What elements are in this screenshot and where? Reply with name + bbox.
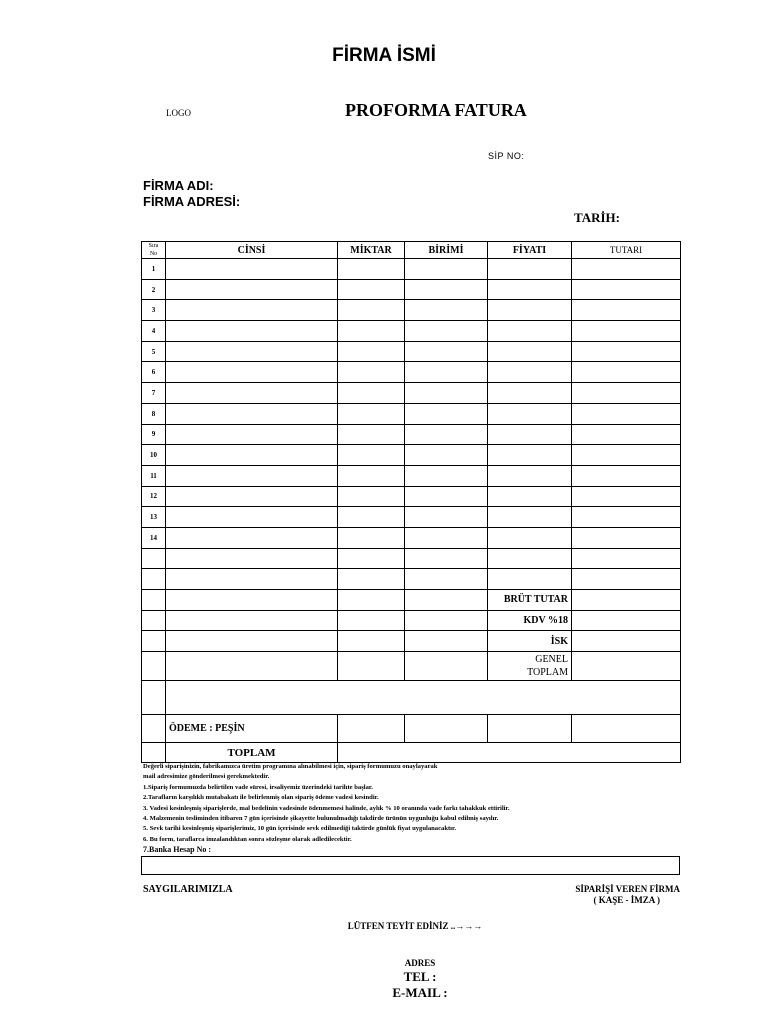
- fiyati-cell[interactable]: [488, 465, 572, 486]
- tutari-cell[interactable]: [572, 300, 681, 321]
- terms-notes: [143, 762, 510, 845]
- fiyati-cell[interactable]: [488, 383, 572, 404]
- ordering-company-label: SİPARİŞİ VEREN FİRMA: [575, 884, 680, 894]
- note-intro-1: Değerli siparişinizin, fabrikamızca üretim programına alınabilmesi için, sipariş formumuzu onaylayarak: [143, 763, 438, 770]
- kdv-value[interactable]: [572, 610, 681, 631]
- note-5: 5. Sevk tarihi kesinleşmiş siparişlerimiz, 10 gün içerisinde sevk edilmediği taktirde günlük fiyat uygulanacaktır.: [143, 825, 456, 833]
- birimi-cell[interactable]: [405, 486, 488, 507]
- miktar-cell[interactable]: [338, 321, 405, 342]
- miktar-cell[interactable]: [338, 527, 405, 548]
- brut-total-label: BRÜT TUTAR: [488, 590, 572, 611]
- column-header-sira-no: Sıra No: [142, 242, 166, 259]
- miktar-cell[interactable]: [338, 362, 405, 383]
- cinsi-cell[interactable]: [166, 362, 338, 383]
- bank-account-field[interactable]: [141, 856, 680, 875]
- total-row: [142, 743, 681, 763]
- general-total-row: [142, 652, 681, 681]
- address-label: ADRES: [404, 958, 436, 968]
- miktar-cell[interactable]: [338, 279, 405, 300]
- table-row: [142, 465, 681, 486]
- note-intro-2: mail adresimize gönderilmesi gerekmektedir.: [143, 773, 270, 781]
- tutari-cell[interactable]: [572, 507, 681, 528]
- miktar-cell[interactable]: [338, 341, 405, 362]
- tutari-cell[interactable]: [572, 259, 681, 280]
- email-label: E-MAIL :: [392, 985, 448, 1000]
- note-4: 4. Malzemenin tesliminden itibaren 7 gün içerisinde şikayette bulunulmadığı takdirde ürünün uygunluğu kabul edilmiş sayılır.: [143, 815, 499, 823]
- fiyati-cell[interactable]: [488, 403, 572, 424]
- kdv-label: KDV %18: [488, 610, 572, 631]
- fiyati-cell[interactable]: [488, 362, 572, 383]
- miktar-cell[interactable]: [338, 507, 405, 528]
- birimi-cell[interactable]: [405, 465, 488, 486]
- note-1: 1.Sipariş formumuzda belirtilen vade süresi, irsaliyemiz üzerindeki tarihte başlar.: [143, 783, 373, 791]
- cinsi-cell[interactable]: [166, 321, 338, 342]
- row-number: 8: [142, 403, 166, 424]
- birimi-cell[interactable]: [405, 424, 488, 445]
- general-total-value[interactable]: [572, 652, 681, 681]
- row-number: 12: [142, 486, 166, 507]
- row-number: 10: [142, 445, 166, 466]
- birimi-cell[interactable]: [405, 259, 488, 280]
- row-number: 4: [142, 321, 166, 342]
- fiyati-cell[interactable]: [488, 321, 572, 342]
- cinsi-cell[interactable]: [166, 486, 338, 507]
- miktar-cell[interactable]: [338, 424, 405, 445]
- birimi-cell[interactable]: [405, 279, 488, 300]
- birimi-cell[interactable]: [405, 445, 488, 466]
- table-row: [142, 548, 681, 569]
- logo-placeholder: LOGO: [166, 108, 191, 118]
- isk-value[interactable]: [572, 631, 681, 652]
- tutari-cell[interactable]: [572, 362, 681, 383]
- signer-block: [510, 884, 680, 906]
- column-header-cinsi: CİNSİ: [166, 242, 338, 259]
- fiyati-cell[interactable]: [488, 341, 572, 362]
- table-row: [142, 507, 681, 528]
- cinsi-cell[interactable]: [166, 279, 338, 300]
- cinsi-cell[interactable]: [166, 383, 338, 404]
- column-header-birimi: BİRİMİ: [405, 242, 488, 259]
- regards: SAYGILARIMIZLA: [143, 884, 233, 895]
- table-row: [142, 424, 681, 445]
- table-row: [142, 569, 681, 590]
- table-row: [142, 259, 681, 280]
- table-row: [142, 279, 681, 300]
- birimi-cell[interactable]: [405, 403, 488, 424]
- tutari-cell[interactable]: [572, 527, 681, 548]
- document-title: PROFORMA FATURA: [345, 100, 527, 120]
- bank-account-label: 7.Banka Hesap No :: [143, 845, 212, 854]
- stamp-signature-label: ( KAŞE - İMZA ): [593, 895, 660, 905]
- cinsi-cell[interactable]: [166, 527, 338, 548]
- column-header-tutari: TUTARI: [572, 242, 681, 259]
- company-name: FİRMA İSMİ: [332, 45, 436, 66]
- tutari-cell[interactable]: [572, 465, 681, 486]
- birimi-cell[interactable]: [405, 527, 488, 548]
- fiyati-cell[interactable]: [488, 486, 572, 507]
- note-2: 2.Tarafların karşılıklı mutabakatı ile belirlenmiş olan sipariş ödeme vadesi kesindir.: [143, 794, 379, 802]
- fiyati-cell[interactable]: [488, 507, 572, 528]
- row-number: 5: [142, 341, 166, 362]
- cinsi-cell[interactable]: [166, 507, 338, 528]
- birimi-cell[interactable]: [405, 362, 488, 383]
- blank-row: [142, 681, 681, 715]
- fiyati-cell[interactable]: [488, 527, 572, 548]
- miktar-cell[interactable]: [338, 465, 405, 486]
- table-row: [142, 300, 681, 321]
- tutari-cell[interactable]: [572, 321, 681, 342]
- tutari-cell[interactable]: [572, 424, 681, 445]
- table-row: [142, 341, 681, 362]
- miktar-cell[interactable]: [338, 259, 405, 280]
- note-6: 6. Bu form, taraflarca imzalandıktan sonra sözleşme olarak adledilecektir.: [143, 835, 352, 843]
- general-total-label: GENEL TOPLAM: [488, 652, 572, 681]
- brut-total-row: [142, 590, 681, 611]
- column-header-fiyati: FİYATI: [488, 242, 572, 259]
- firm-address-label: FİRMA ADRESİ:: [143, 194, 241, 209]
- tutari-cell[interactable]: [572, 403, 681, 424]
- tutari-cell[interactable]: [572, 279, 681, 300]
- cinsi-cell[interactable]: [166, 445, 338, 466]
- kdv-row: [142, 610, 681, 631]
- table-row: [142, 403, 681, 424]
- birimi-cell[interactable]: [405, 383, 488, 404]
- tutari-cell[interactable]: [572, 383, 681, 404]
- tel-label: TEL :: [403, 969, 437, 984]
- cinsi-cell[interactable]: [166, 424, 338, 445]
- cinsi-cell[interactable]: [166, 465, 338, 486]
- tutari-cell[interactable]: [572, 445, 681, 466]
- row-number: 14: [142, 527, 166, 548]
- fiyati-cell[interactable]: [488, 445, 572, 466]
- note-3: 3. Vadesi kesinleşmiş siparişlerde, mal bedelinin vadesinde ödenmemesi halinde, aylık % 10 oranında vade farkı tahakkuk ettirilir.: [143, 804, 510, 812]
- cinsi-cell[interactable]: [166, 259, 338, 280]
- birimi-cell[interactable]: [405, 321, 488, 342]
- fiyati-cell[interactable]: [488, 259, 572, 280]
- table-row: [142, 321, 681, 342]
- miktar-cell[interactable]: [338, 383, 405, 404]
- table-header-row: [142, 242, 681, 259]
- table-row: [142, 486, 681, 507]
- birimi-cell[interactable]: [405, 300, 488, 321]
- row-number: 9: [142, 424, 166, 445]
- tutari-cell[interactable]: [572, 486, 681, 507]
- miktar-cell[interactable]: [338, 445, 405, 466]
- miktar-cell[interactable]: [338, 403, 405, 424]
- order-no-label: SİP NO:: [488, 151, 525, 161]
- date-label: TARİH:: [574, 210, 620, 225]
- fiyati-cell[interactable]: [488, 424, 572, 445]
- table-row: [142, 362, 681, 383]
- fiyati-cell[interactable]: [488, 279, 572, 300]
- isk-row: [142, 631, 681, 652]
- column-header-miktar: MİKTAR: [338, 242, 405, 259]
- payment-row: [142, 715, 681, 743]
- miktar-cell[interactable]: [338, 300, 405, 321]
- cinsi-cell[interactable]: [166, 403, 338, 424]
- confirm-note: LÜTFEN TEYİT EDİNİZ ..→→→: [347, 921, 483, 931]
- table-row: [142, 445, 681, 466]
- row-number: 2: [142, 279, 166, 300]
- row-number: 11: [142, 465, 166, 486]
- row-number: 1: [142, 259, 166, 280]
- tutari-cell[interactable]: [572, 341, 681, 362]
- table-row: [142, 527, 681, 548]
- miktar-cell[interactable]: [338, 486, 405, 507]
- table-row: [142, 383, 681, 404]
- row-number: 7: [142, 383, 166, 404]
- row-number: 3: [142, 300, 166, 321]
- isk-label: İSK: [488, 631, 572, 652]
- total-label: TOPLAM: [166, 743, 338, 763]
- birimi-cell[interactable]: [405, 341, 488, 362]
- invoice-table: [141, 241, 681, 763]
- fiyati-cell[interactable]: [488, 300, 572, 321]
- row-number: 13: [142, 507, 166, 528]
- row-number: 6: [142, 362, 166, 383]
- cinsi-cell[interactable]: [166, 300, 338, 321]
- payment-terms: ÖDEME : PEŞİN: [166, 715, 338, 743]
- birimi-cell[interactable]: [405, 507, 488, 528]
- cinsi-cell[interactable]: [166, 341, 338, 362]
- brut-total-value[interactable]: [572, 590, 681, 611]
- firm-name-label: FİRMA ADI:: [143, 178, 214, 193]
